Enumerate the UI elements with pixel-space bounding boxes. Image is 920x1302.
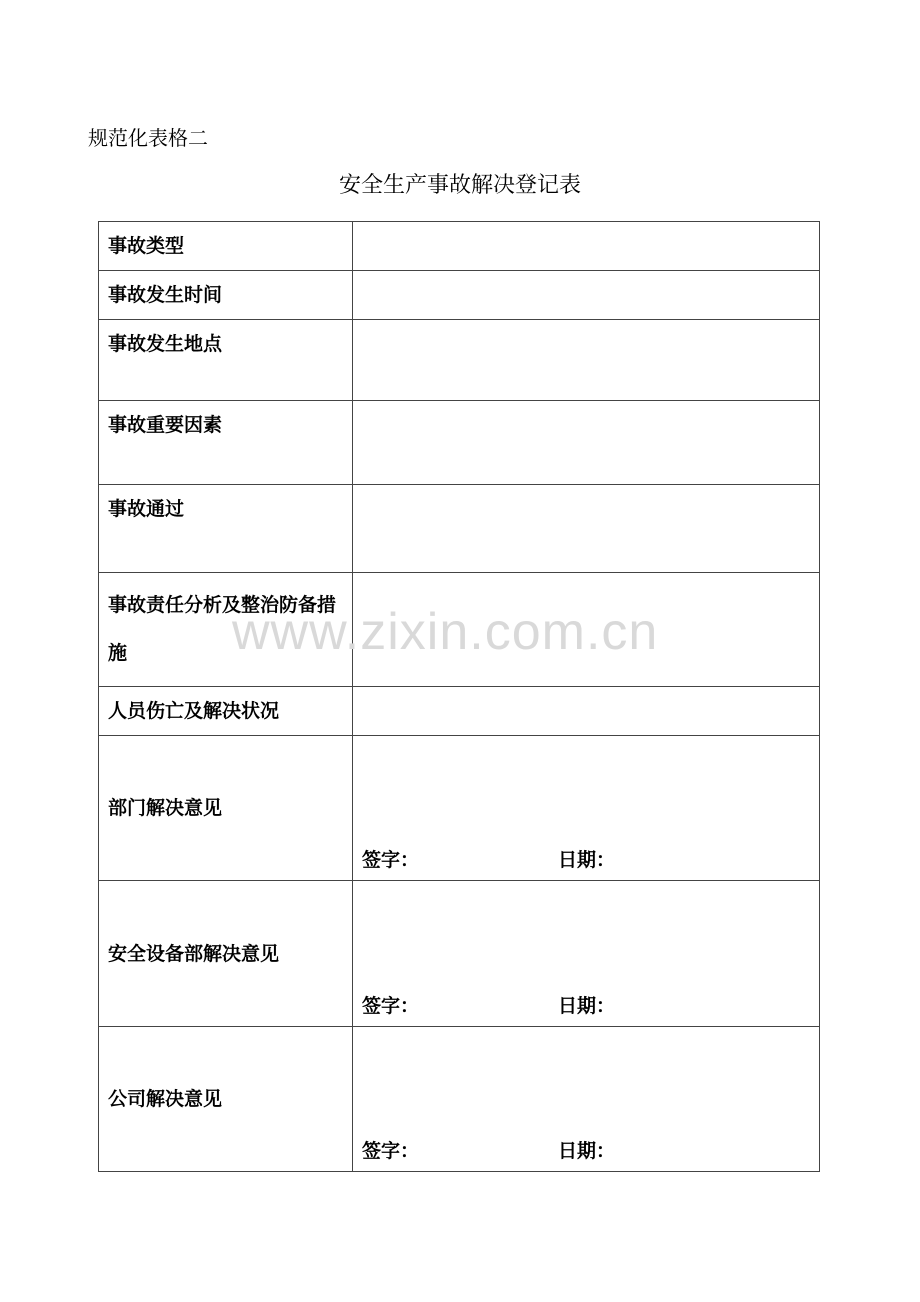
table-row xyxy=(99,573,820,687)
row-label: 人员伤亡及解决状况 xyxy=(99,687,353,736)
casualty-status-field[interactable] xyxy=(353,687,820,736)
signature-label: 签字： xyxy=(362,995,420,1017)
signature-line xyxy=(362,991,822,1018)
accident-process-field[interactable] xyxy=(353,485,820,573)
signature-line xyxy=(362,1136,822,1163)
row-label: 事故重要因素 xyxy=(99,401,353,485)
form-series-label: 规范化表格二 xyxy=(88,126,208,150)
table-row xyxy=(99,881,820,1027)
responsibility-analysis-field[interactable] xyxy=(353,573,820,687)
row-label: 安全设备部解决意见 xyxy=(99,881,353,1027)
signature-label: 签字： xyxy=(362,1140,420,1162)
row-label: 部门解决意见 xyxy=(99,736,353,881)
watermark: www.zixin.com.cn xyxy=(232,603,659,661)
row-label: 事故责任分析及整治防备措施 xyxy=(99,573,353,687)
row-label: 事故类型 xyxy=(99,222,353,271)
accident-cause-field[interactable] xyxy=(353,401,820,485)
table-row xyxy=(99,401,820,485)
row-label: 事故通过 xyxy=(99,485,353,573)
date-label: 日期： xyxy=(558,995,616,1017)
accident-location-field[interactable] xyxy=(353,320,820,401)
table-row xyxy=(99,736,820,881)
date-label: 日期： xyxy=(558,1140,616,1162)
row-label: 公司解决意见 xyxy=(99,1027,353,1172)
table-row xyxy=(99,485,820,573)
accident-time-field[interactable] xyxy=(353,271,820,320)
accident-type-field[interactable] xyxy=(353,222,820,271)
date-label: 日期： xyxy=(558,849,616,871)
table-row xyxy=(99,320,820,401)
row-label: 事故发生时间 xyxy=(99,271,353,320)
row-label: 事故发生地点 xyxy=(99,320,353,401)
safety-equipment-opinion-field[interactable] xyxy=(353,881,820,1027)
table-row xyxy=(99,687,820,736)
department-opinion-field[interactable] xyxy=(353,736,820,881)
signature-label: 签字： xyxy=(362,849,420,871)
form-title: 安全生产事故解决登记表 xyxy=(338,173,581,198)
table-row xyxy=(99,222,820,271)
accident-registration-table xyxy=(98,221,820,1172)
table-row xyxy=(99,1027,820,1172)
signature-line xyxy=(362,845,822,872)
table-row xyxy=(99,271,820,320)
company-opinion-field[interactable] xyxy=(353,1027,820,1172)
